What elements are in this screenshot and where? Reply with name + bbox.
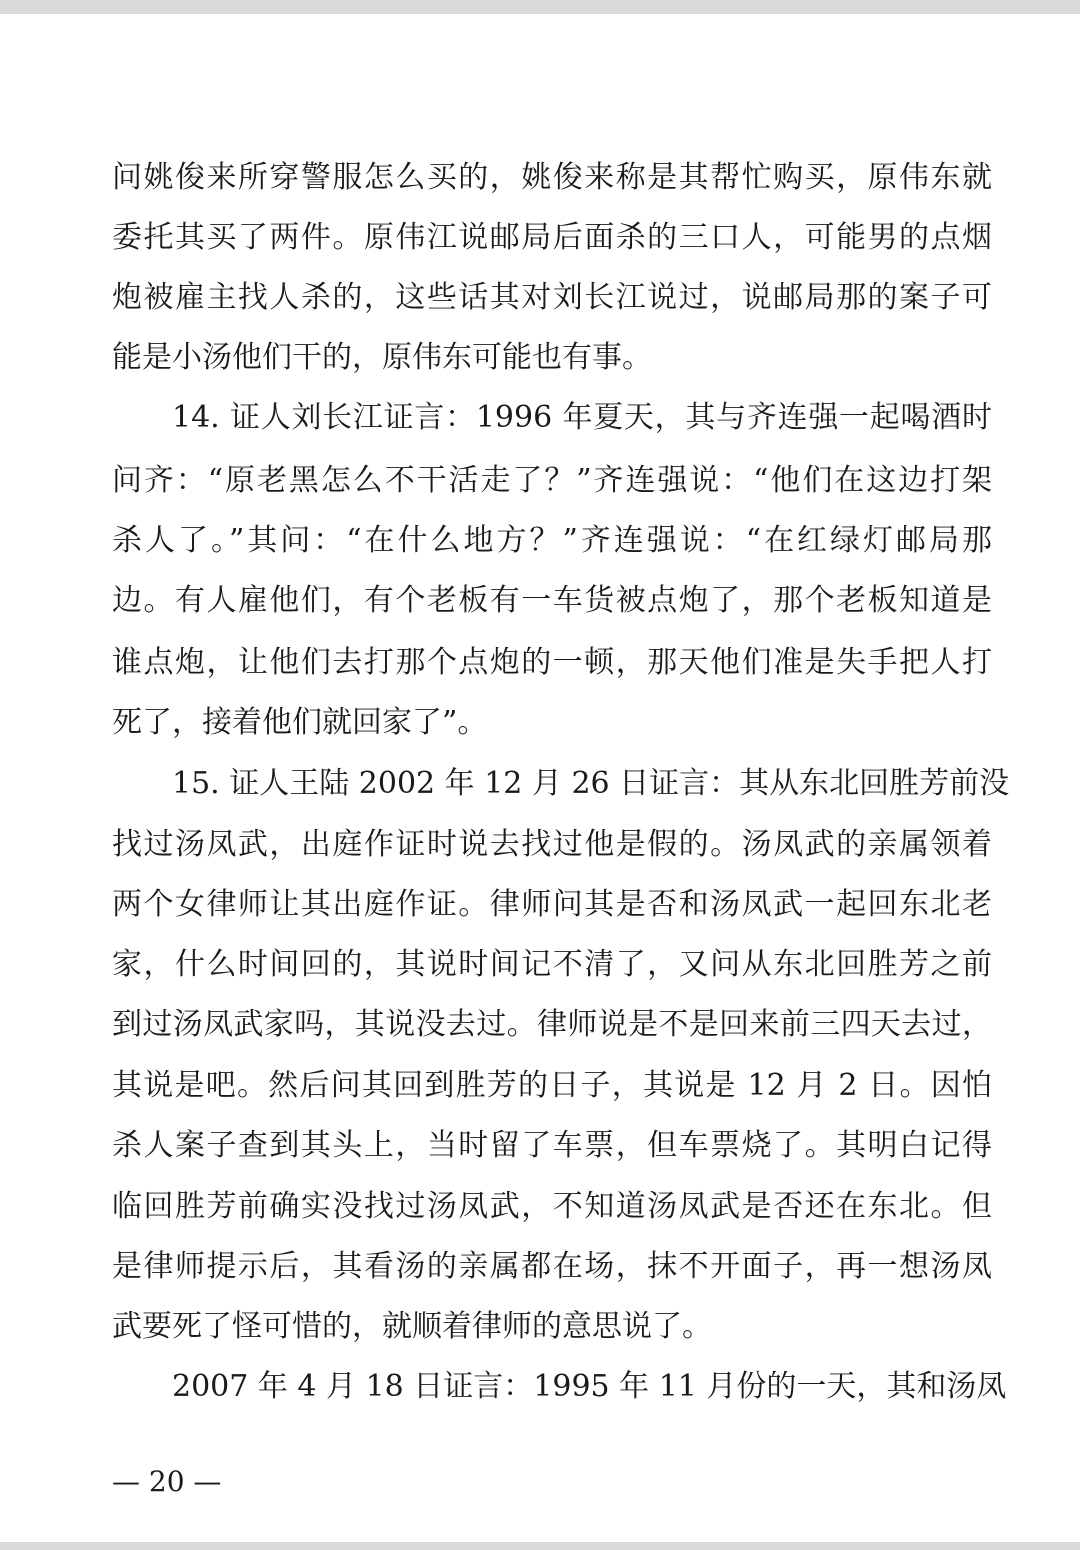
bottom-border: [0, 1542, 1080, 1550]
text-line: 家，什么时间回的，其说时间记不清了，又问从东北回胜芳之前: [112, 947, 992, 982]
text-line: 找过汤凤武，出庭作证时说去找过他是假的。汤凤武的亲属领着: [112, 827, 992, 862]
text-line: 到过汤凤武家吗，其说没去过。律师说是不是回来前三四天去过，: [112, 1007, 992, 1042]
text-line: 谁点炮，让他们去打那个点炮的一顿，那天他们准是失手把人打: [112, 645, 992, 680]
text-line: 其说是吧。然后问其回到胜芳的日子，其说是 12 月 2 日。因怕: [112, 1068, 992, 1103]
paragraph-15-start: 15. 证人王陆 2002 年 12 月 26 日证言：其从东北回胜芳前没: [172, 766, 1010, 801]
text-line: 杀人了。”其问：“在什么地方？”齐连强说：“在红绿灯邮局那: [112, 523, 992, 558]
text-line: 委托其买了两件。原伟江说邮局后面杀的三口人，可能男的点烟: [112, 220, 992, 255]
text-line: 问姚俊来所穿警服怎么买的，姚俊来称是其帮忙购买，原伟东就: [112, 160, 992, 195]
paragraph-14-start: 14. 证人刘长江证言：1996 年夏天，其与齐连强一起喝酒时: [172, 400, 992, 435]
text-line: 临回胜芳前确实没找过汤凤武，不知道汤凤武是否还在东北。但: [112, 1189, 992, 1224]
text-line: 能是小汤他们干的，原伟东可能也有事。: [112, 340, 652, 375]
text-line: 问齐：“原老黑怎么不干活走了？”齐连强说：“他们在这边打架: [112, 463, 992, 498]
text-line: 是律师提示后，其看汤的亲属都在场，抹不开面子，再一想汤凤: [112, 1249, 992, 1284]
page-number: — 20 —: [112, 1465, 222, 1498]
text-line: 杀人案子查到其头上，当时留了车票，但车票烧了。其明白记得: [112, 1128, 992, 1163]
text-line: 两个女律师让其出庭作证。律师问其是否和汤凤武一起回东北老: [112, 887, 992, 922]
text-line: 边。有人雇他们，有个老板有一车货被点炮了，那个老板知道是: [112, 583, 992, 618]
text-line: 武要死了怪可惜的，就顺着律师的意思说了。: [112, 1309, 712, 1344]
text-line: 炮被雇主找人杀的，这些话其对刘长江说过，说邮局那的案子可: [112, 280, 992, 315]
paragraph-2007-start: 2007 年 4 月 18 日证言：1995 年 11 月份的一天，其和汤凤: [172, 1369, 1007, 1404]
text-line: 死了，接着他们就回家了”。: [112, 705, 488, 740]
